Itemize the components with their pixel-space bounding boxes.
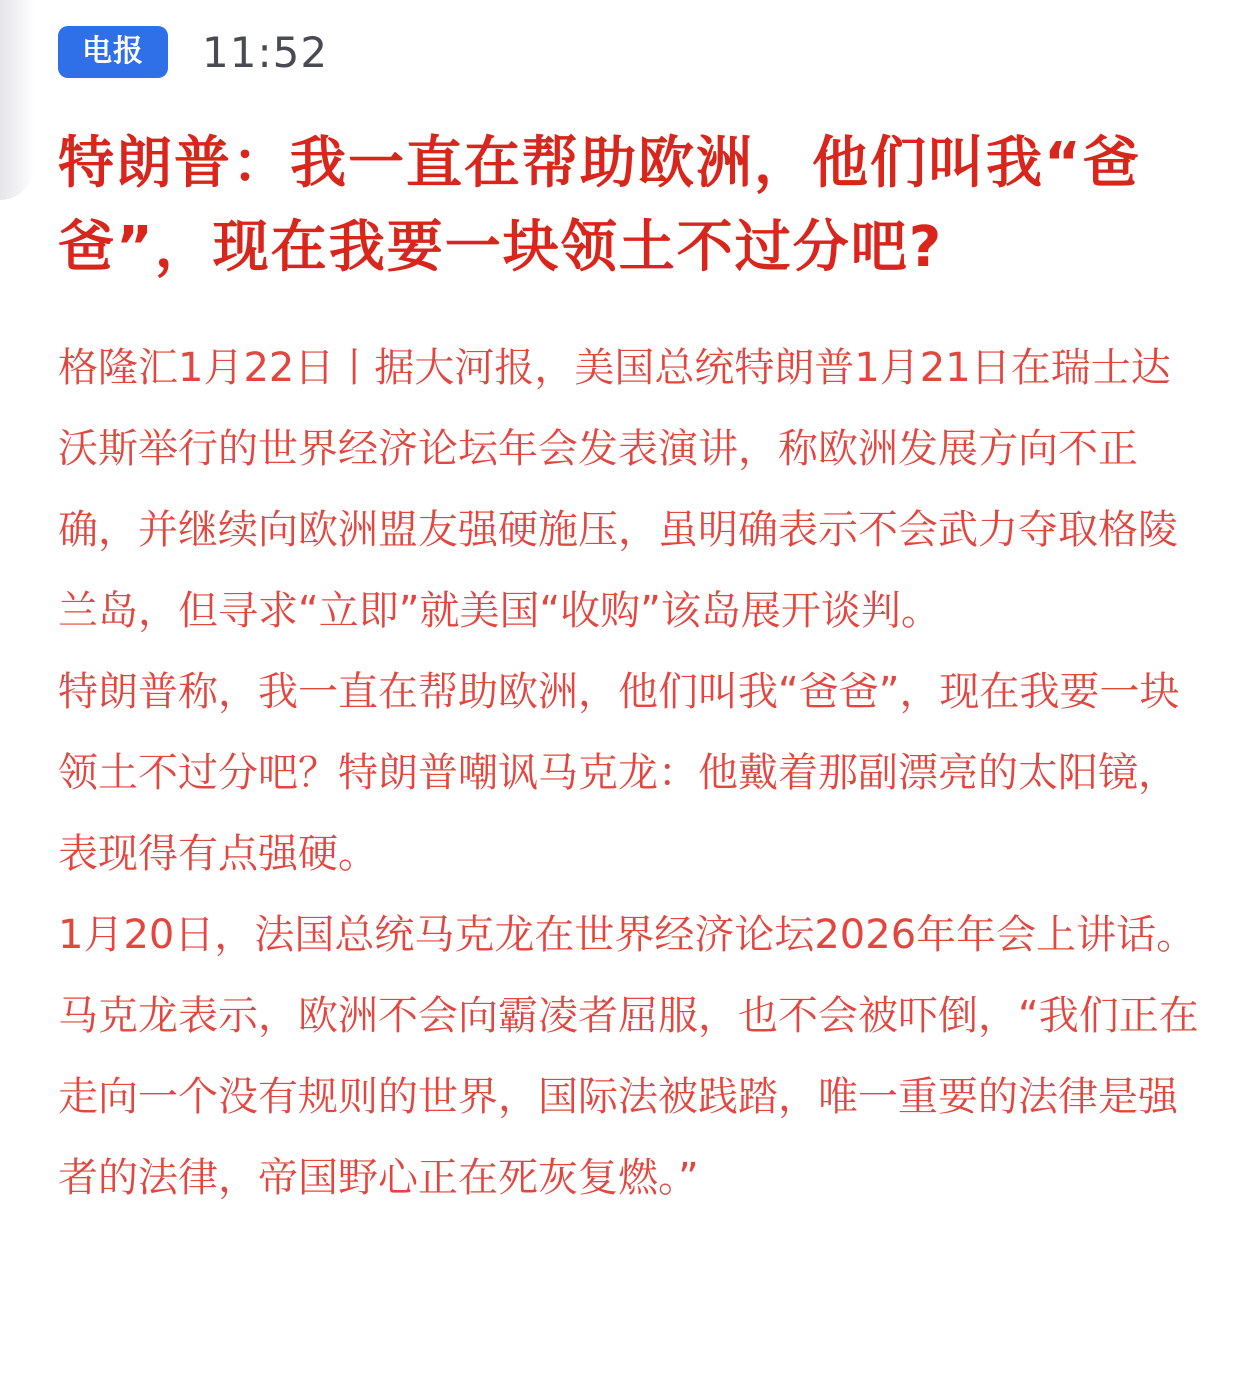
timestamp: 11:52 bbox=[202, 27, 329, 77]
telegraph-badge[interactable]: 电报 bbox=[58, 26, 168, 78]
body-paragraph: 特朗普称，我一直在帮助欧洲，他们叫我“爸爸”，现在我要一块领土不过分吧？特朗普嘲讽马克龙：他戴着那副漂亮的太阳镜，表现得有点强硬。 bbox=[58, 669, 1180, 877]
news-headline: 特朗普：我一直在帮助欧洲，他们叫我“爸爸”，现在我要一块领土不过分吧? bbox=[58, 131, 1141, 280]
window-corner-shadow bbox=[0, 0, 34, 200]
body-paragraph: 格隆汇1月22日丨据大河报，美国总统特朗普1月21日在瑞士达沃斯举行的世界经济论坛年会发表演讲，称欧洲发展方向不正确，并继续向欧洲盟友强硬施压，虽明确表示不会武力夺取格陵兰岛，但寻求“立即”就美国“收购”该岛展开谈判。 bbox=[58, 345, 1178, 634]
news-body bbox=[58, 328, 1208, 1219]
body-paragraph: 1月20日，法国总统马克龙在世界经济论坛2026年年会上讲话。马克龙表示，欧洲不会向霸凌者屈服，也不会被吓倒，“我们正在走向一个没有规则的世界，国际法被践踏，唯一重要的法律是强者的法律，帝国野心正在死灰复燃。” bbox=[58, 912, 1199, 1201]
news-header bbox=[58, 24, 328, 80]
